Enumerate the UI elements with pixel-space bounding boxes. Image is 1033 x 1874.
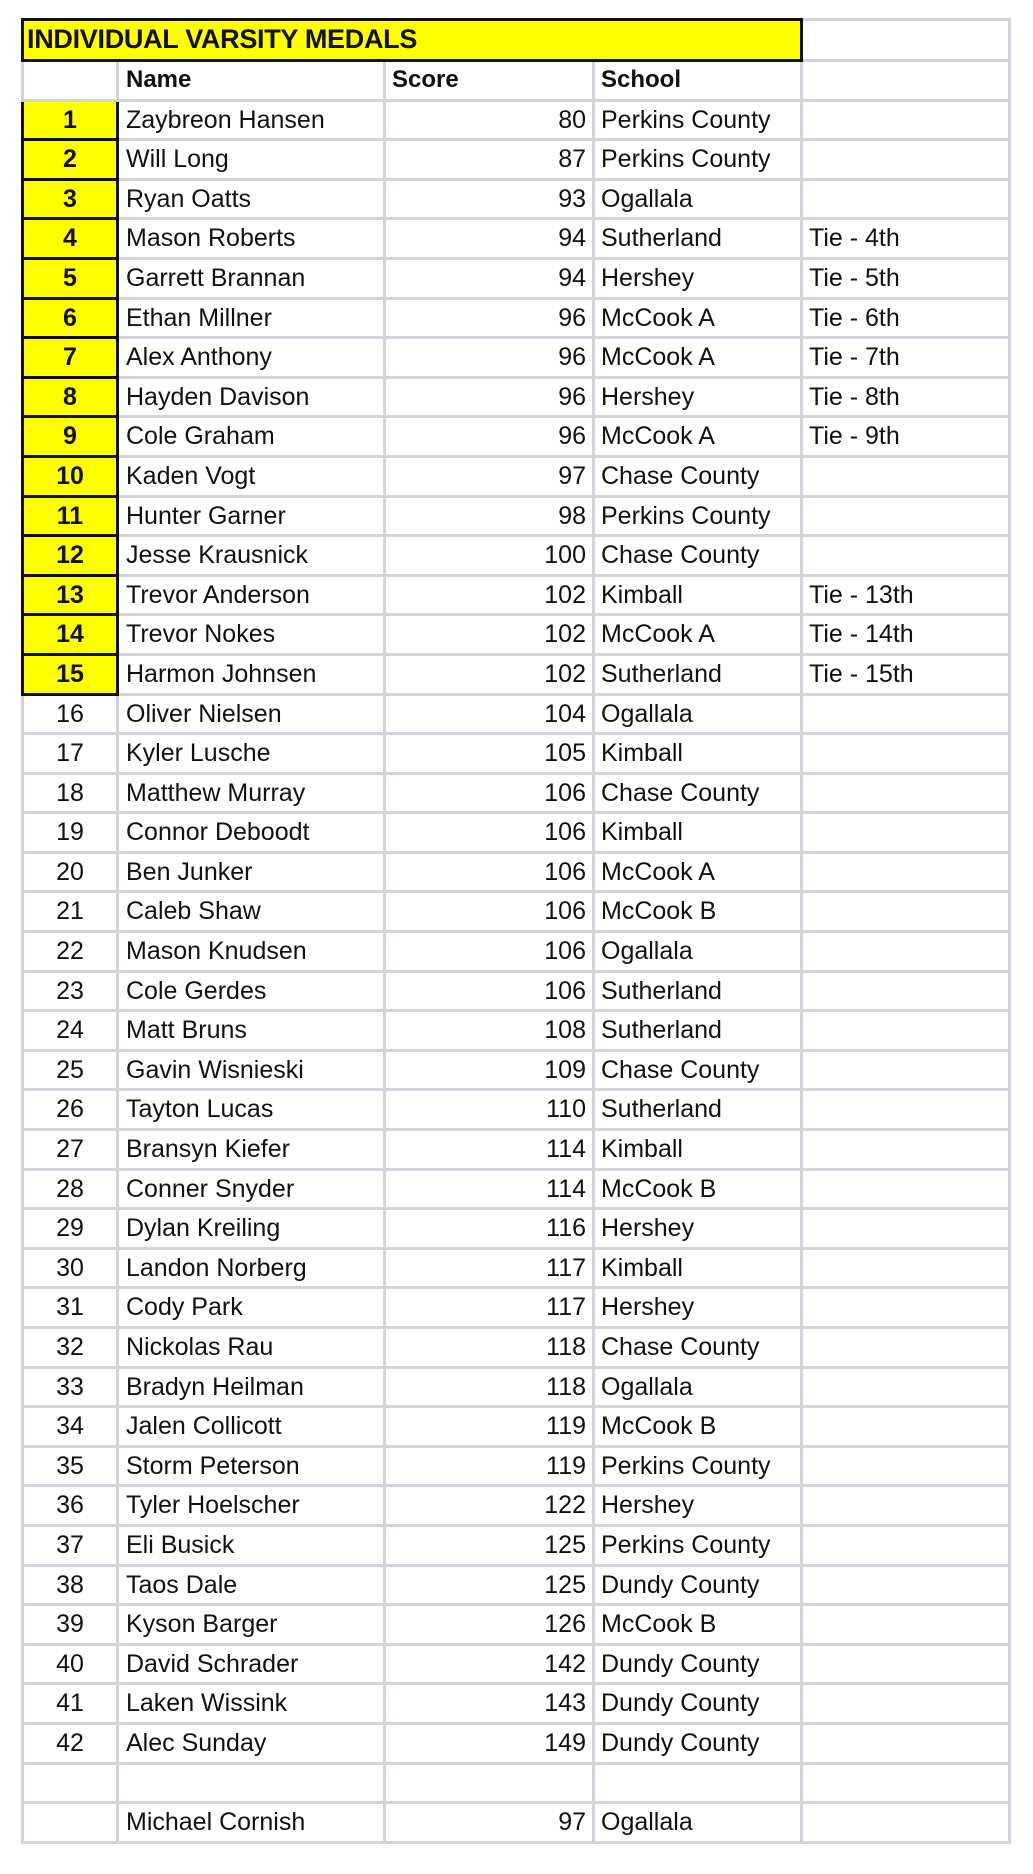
rank-cell[interactable]: 35 xyxy=(21,1448,119,1488)
note-cell[interactable] xyxy=(803,775,1011,815)
school-cell[interactable]: Chase County xyxy=(595,537,803,577)
school-cell[interactable]: Ogallala xyxy=(595,933,803,973)
table-row xyxy=(21,1210,1011,1250)
table-row xyxy=(21,616,1011,656)
school-cell[interactable]: Dundy County xyxy=(595,1725,803,1765)
name-cell[interactable]: Bransyn Kiefer xyxy=(119,1131,386,1171)
rank-cell[interactable]: 27 xyxy=(21,1131,119,1171)
table-row xyxy=(21,1408,1011,1448)
note-cell[interactable] xyxy=(803,854,1011,894)
school-cell[interactable]: Hershey xyxy=(595,1289,803,1329)
name-cell[interactable]: Trevor Nokes xyxy=(119,616,386,656)
rank-cell[interactable]: 15 xyxy=(21,656,119,696)
note-cell[interactable] xyxy=(803,1329,1011,1369)
school-cell[interactable]: Kimball xyxy=(595,1131,803,1171)
note-cell[interactable] xyxy=(803,1012,1011,1052)
table-row xyxy=(21,1052,1011,1092)
name-cell[interactable]: Matt Bruns xyxy=(119,1012,386,1052)
table-row xyxy=(21,1448,1011,1488)
rank-cell[interactable]: 16 xyxy=(21,696,119,736)
table-row xyxy=(21,537,1011,577)
school-cell[interactable]: Perkins County xyxy=(595,1448,803,1488)
school-cell[interactable]: Dundy County xyxy=(595,1646,803,1686)
school-cell[interactable]: McCook A xyxy=(595,339,803,379)
score-cell[interactable]: 106 xyxy=(386,973,595,1013)
name-cell[interactable]: Matthew Murray xyxy=(119,775,386,815)
rank-cell[interactable]: 38 xyxy=(21,1567,119,1607)
table-row xyxy=(21,220,1011,260)
note-cell[interactable] xyxy=(803,1487,1011,1527)
name-cell[interactable]: Trevor Anderson xyxy=(119,577,386,617)
rank-cell[interactable]: 13 xyxy=(21,577,119,617)
name-cell[interactable]: Bradyn Heilman xyxy=(119,1369,386,1409)
header-note[interactable] xyxy=(803,62,1011,102)
score-cell[interactable]: 118 xyxy=(386,1369,595,1409)
name-cell[interactable]: Laken Wissink xyxy=(119,1685,386,1725)
school-cell[interactable]: McCook B xyxy=(595,1606,803,1646)
score-cell[interactable]: 119 xyxy=(386,1408,595,1448)
table-row xyxy=(21,1685,1011,1725)
school-cell[interactable]: McCook B xyxy=(595,893,803,933)
header-score[interactable]: Score xyxy=(386,62,595,102)
rank-cell[interactable]: 41 xyxy=(21,1685,119,1725)
school-cell[interactable]: Kimball xyxy=(595,735,803,775)
school-cell[interactable]: McCook A xyxy=(595,616,803,656)
table-row xyxy=(21,379,1011,419)
note-cell[interactable] xyxy=(803,696,1011,736)
empty-cell[interactable] xyxy=(803,18,1011,62)
table-row xyxy=(21,814,1011,854)
name-cell[interactable]: Michael Cornish xyxy=(119,1804,386,1844)
table-row xyxy=(21,1606,1011,1646)
name-cell[interactable]: Cody Park xyxy=(119,1289,386,1329)
name-cell[interactable]: Kaden Vogt xyxy=(119,458,386,498)
school-cell[interactable] xyxy=(595,1765,803,1805)
score-cell[interactable]: 87 xyxy=(386,141,595,181)
score-cell[interactable]: 106 xyxy=(386,893,595,933)
rank-cell[interactable]: 4 xyxy=(21,220,119,260)
name-cell[interactable]: Jesse Krausnick xyxy=(119,537,386,577)
rank-cell[interactable]: 34 xyxy=(21,1408,119,1448)
score-cell[interactable]: 97 xyxy=(386,458,595,498)
note-cell[interactable] xyxy=(803,973,1011,1013)
rank-cell[interactable]: 30 xyxy=(21,1250,119,1290)
table-row xyxy=(21,696,1011,736)
school-cell[interactable]: McCook B xyxy=(595,1408,803,1448)
school-cell[interactable]: Ogallala xyxy=(595,1804,803,1844)
note-cell[interactable] xyxy=(803,458,1011,498)
rank-cell[interactable]: 36 xyxy=(21,1487,119,1527)
spreadsheet xyxy=(21,18,1011,1844)
note-cell[interactable] xyxy=(803,933,1011,973)
rank-cell[interactable]: 42 xyxy=(21,1725,119,1765)
score-cell[interactable]: 94 xyxy=(386,220,595,260)
score-cell[interactable]: 105 xyxy=(386,735,595,775)
note-cell[interactable] xyxy=(803,1567,1011,1607)
table-row xyxy=(21,1487,1011,1527)
rank-cell[interactable]: 17 xyxy=(21,735,119,775)
name-cell[interactable]: David Schrader xyxy=(119,1646,386,1686)
table-row xyxy=(21,973,1011,1013)
school-cell[interactable]: Sutherland xyxy=(595,656,803,696)
score-cell[interactable]: 149 xyxy=(386,1725,595,1765)
note-cell[interactable] xyxy=(803,1527,1011,1567)
score-cell[interactable]: 97 xyxy=(386,1804,595,1844)
note-cell[interactable] xyxy=(803,893,1011,933)
name-cell[interactable]: Landon Norberg xyxy=(119,1250,386,1290)
note-cell[interactable] xyxy=(803,1052,1011,1092)
note-cell[interactable]: Tie - 14th xyxy=(803,616,1011,656)
note-cell[interactable] xyxy=(803,1804,1011,1844)
rank-cell[interactable]: 8 xyxy=(21,379,119,419)
rank-cell[interactable]: 26 xyxy=(21,1091,119,1131)
note-cell[interactable] xyxy=(803,1289,1011,1329)
name-cell[interactable]: Ryan Oatts xyxy=(119,181,386,221)
school-cell[interactable]: Ogallala xyxy=(595,181,803,221)
school-cell[interactable]: Chase County xyxy=(595,775,803,815)
score-cell[interactable]: 114 xyxy=(386,1131,595,1171)
name-cell[interactable]: Hunter Garner xyxy=(119,498,386,538)
note-cell[interactable] xyxy=(803,102,1011,142)
note-cell[interactable]: Tie - 8th xyxy=(803,379,1011,419)
note-cell[interactable] xyxy=(803,1606,1011,1646)
rank-cell[interactable]: 32 xyxy=(21,1329,119,1369)
note-cell[interactable] xyxy=(803,1171,1011,1211)
rank-cell[interactable]: 6 xyxy=(21,300,119,340)
table-row xyxy=(21,577,1011,617)
note-cell[interactable]: Tie - 15th xyxy=(803,656,1011,696)
score-cell[interactable]: 125 xyxy=(386,1527,595,1567)
table-row xyxy=(21,933,1011,973)
table-row xyxy=(21,300,1011,340)
table-row xyxy=(21,260,1011,300)
header-name[interactable]: Name xyxy=(119,62,386,102)
score-cell[interactable]: 117 xyxy=(386,1250,595,1290)
name-cell[interactable]: Dylan Kreiling xyxy=(119,1210,386,1250)
table-row xyxy=(21,1646,1011,1686)
note-cell[interactable] xyxy=(803,1210,1011,1250)
score-cell[interactable]: 106 xyxy=(386,933,595,973)
school-cell[interactable]: Perkins County xyxy=(595,1527,803,1567)
name-cell[interactable]: Eli Busick xyxy=(119,1527,386,1567)
header-school[interactable]: School xyxy=(595,62,803,102)
table-row xyxy=(21,775,1011,815)
rank-cell[interactable]: 39 xyxy=(21,1606,119,1646)
name-cell[interactable] xyxy=(119,1765,386,1805)
table-row xyxy=(21,1091,1011,1131)
name-cell[interactable]: Garrett Brannan xyxy=(119,260,386,300)
school-cell[interactable]: Hershey xyxy=(595,1210,803,1250)
name-cell[interactable]: Connor Deboodt xyxy=(119,814,386,854)
score-cell[interactable]: 96 xyxy=(386,339,595,379)
school-cell[interactable]: Hershey xyxy=(595,379,803,419)
school-cell[interactable]: Hershey xyxy=(595,1487,803,1527)
table-row xyxy=(21,656,1011,696)
score-cell[interactable]: 96 xyxy=(386,379,595,419)
table-row xyxy=(21,893,1011,933)
school-cell[interactable]: McCook A xyxy=(595,418,803,458)
rank-cell[interactable] xyxy=(21,1765,119,1805)
table-row xyxy=(21,1329,1011,1369)
score-cell[interactable]: 104 xyxy=(386,696,595,736)
score-cell[interactable] xyxy=(386,1765,595,1805)
school-cell[interactable]: Chase County xyxy=(595,1329,803,1369)
note-cell[interactable] xyxy=(803,181,1011,221)
note-cell[interactable] xyxy=(803,1250,1011,1290)
name-cell[interactable]: Kyler Lusche xyxy=(119,735,386,775)
score-cell[interactable]: 110 xyxy=(386,1091,595,1131)
rank-cell[interactable]: 14 xyxy=(21,616,119,656)
rank-cell[interactable] xyxy=(21,1804,119,1844)
table-row xyxy=(21,1527,1011,1567)
name-cell[interactable]: Will Long xyxy=(119,141,386,181)
table-row xyxy=(21,1567,1011,1607)
rank-cell[interactable]: 21 xyxy=(21,893,119,933)
rank-cell[interactable]: 37 xyxy=(21,1527,119,1567)
school-cell[interactable]: Ogallala xyxy=(595,696,803,736)
name-cell[interactable]: Gavin Wisnieski xyxy=(119,1052,386,1092)
school-cell[interactable]: Dundy County xyxy=(595,1567,803,1607)
rank-cell[interactable]: 20 xyxy=(21,854,119,894)
table-row xyxy=(21,1012,1011,1052)
school-cell[interactable]: McCook B xyxy=(595,1171,803,1211)
rank-cell[interactable]: 1 xyxy=(21,102,119,142)
note-cell[interactable]: Tie - 6th xyxy=(803,300,1011,340)
score-cell[interactable]: 118 xyxy=(386,1329,595,1369)
score-cell[interactable]: 96 xyxy=(386,300,595,340)
table-row xyxy=(21,1131,1011,1171)
header-row xyxy=(21,62,1011,102)
name-cell[interactable]: Mason Roberts xyxy=(119,220,386,260)
rank-cell[interactable]: 2 xyxy=(21,141,119,181)
score-cell[interactable]: 106 xyxy=(386,814,595,854)
school-cell[interactable]: Kimball xyxy=(595,577,803,617)
table-row xyxy=(21,1804,1011,1844)
name-cell[interactable]: Zaybreon Hansen xyxy=(119,102,386,142)
rank-cell[interactable]: 18 xyxy=(21,775,119,815)
score-cell[interactable]: 106 xyxy=(386,854,595,894)
note-cell[interactable] xyxy=(803,1448,1011,1488)
note-cell[interactable] xyxy=(803,141,1011,181)
score-cell[interactable]: 102 xyxy=(386,616,595,656)
name-cell[interactable]: Ben Junker xyxy=(119,854,386,894)
score-cell[interactable]: 126 xyxy=(386,1606,595,1646)
school-cell[interactable]: Dundy County xyxy=(595,1685,803,1725)
score-cell[interactable]: 119 xyxy=(386,1448,595,1488)
school-cell[interactable]: Perkins County xyxy=(595,498,803,538)
score-cell[interactable]: 108 xyxy=(386,1012,595,1052)
table-row xyxy=(21,339,1011,379)
header-rank[interactable] xyxy=(21,62,119,102)
table-row xyxy=(21,854,1011,894)
school-cell[interactable]: McCook A xyxy=(595,300,803,340)
school-cell[interactable]: Hershey xyxy=(595,260,803,300)
table-body xyxy=(21,102,1011,1844)
rank-cell[interactable]: 22 xyxy=(21,933,119,973)
rank-cell[interactable]: 12 xyxy=(21,537,119,577)
note-cell[interactable] xyxy=(803,1091,1011,1131)
rank-cell[interactable]: 11 xyxy=(21,498,119,538)
score-cell[interactable]: 100 xyxy=(386,537,595,577)
name-cell[interactable]: Kyson Barger xyxy=(119,1606,386,1646)
note-cell[interactable]: Tie - 4th xyxy=(803,220,1011,260)
note-cell[interactable] xyxy=(803,1765,1011,1805)
rank-cell[interactable]: 40 xyxy=(21,1646,119,1686)
table-row xyxy=(21,735,1011,775)
school-cell[interactable]: Perkins County xyxy=(595,141,803,181)
score-cell[interactable]: 106 xyxy=(386,775,595,815)
score-cell[interactable]: 117 xyxy=(386,1289,595,1329)
name-cell[interactable]: Cole Graham xyxy=(119,418,386,458)
rank-cell[interactable]: 19 xyxy=(21,814,119,854)
score-cell[interactable]: 109 xyxy=(386,1052,595,1092)
note-cell[interactable] xyxy=(803,1646,1011,1686)
note-cell[interactable] xyxy=(803,1685,1011,1725)
name-cell[interactable]: Hayden Davison xyxy=(119,379,386,419)
note-cell[interactable] xyxy=(803,1369,1011,1409)
rank-cell[interactable]: 33 xyxy=(21,1369,119,1409)
school-cell[interactable]: Ogallala xyxy=(595,1369,803,1409)
school-cell[interactable]: Kimball xyxy=(595,814,803,854)
rank-cell[interactable]: 29 xyxy=(21,1210,119,1250)
note-cell[interactable] xyxy=(803,1725,1011,1765)
note-cell[interactable] xyxy=(803,537,1011,577)
table-row xyxy=(21,418,1011,458)
note-cell[interactable]: Tie - 7th xyxy=(803,339,1011,379)
school-cell[interactable]: Chase County xyxy=(595,1052,803,1092)
score-cell[interactable]: 94 xyxy=(386,260,595,300)
rank-cell[interactable]: 31 xyxy=(21,1289,119,1329)
table-row xyxy=(21,1725,1011,1765)
school-cell[interactable]: Sutherland xyxy=(595,973,803,1013)
note-cell[interactable] xyxy=(803,1131,1011,1171)
school-cell[interactable]: Sutherland xyxy=(595,1091,803,1131)
table-row xyxy=(21,181,1011,221)
school-cell[interactable]: Perkins County xyxy=(595,102,803,142)
name-cell[interactable]: Mason Knudsen xyxy=(119,933,386,973)
name-cell[interactable]: Jalen Collicott xyxy=(119,1408,386,1448)
name-cell[interactable]: Alex Anthony xyxy=(119,339,386,379)
table-row xyxy=(21,102,1011,142)
table-row xyxy=(21,1765,1011,1805)
table-row xyxy=(21,1369,1011,1409)
score-cell[interactable]: 93 xyxy=(386,181,595,221)
table-row xyxy=(21,1171,1011,1211)
score-cell[interactable]: 102 xyxy=(386,656,595,696)
title-row xyxy=(21,18,1011,62)
rank-cell[interactable]: 24 xyxy=(21,1012,119,1052)
name-cell[interactable]: Ethan Millner xyxy=(119,300,386,340)
rank-cell[interactable]: 7 xyxy=(21,339,119,379)
note-cell[interactable] xyxy=(803,814,1011,854)
name-cell[interactable]: Taos Dale xyxy=(119,1567,386,1607)
school-cell[interactable]: Sutherland xyxy=(595,1012,803,1052)
score-cell[interactable]: 114 xyxy=(386,1171,595,1211)
name-cell[interactable]: Tyler Hoelscher xyxy=(119,1487,386,1527)
name-cell[interactable]: Alec Sunday xyxy=(119,1725,386,1765)
score-cell[interactable]: 122 xyxy=(386,1487,595,1527)
rank-cell[interactable]: 5 xyxy=(21,260,119,300)
sheet-title[interactable]: INDIVIDUAL VARSITY MEDALS xyxy=(21,18,803,62)
score-cell[interactable]: 80 xyxy=(386,102,595,142)
score-cell[interactable]: 142 xyxy=(386,1646,595,1686)
score-cell[interactable]: 98 xyxy=(386,498,595,538)
table-row xyxy=(21,498,1011,538)
school-cell[interactable]: Chase County xyxy=(595,458,803,498)
score-cell[interactable]: 125 xyxy=(386,1567,595,1607)
name-cell[interactable]: Caleb Shaw xyxy=(119,893,386,933)
table-row xyxy=(21,141,1011,181)
table-row xyxy=(21,1289,1011,1329)
note-cell[interactable] xyxy=(803,735,1011,775)
note-cell[interactable]: Tie - 9th xyxy=(803,418,1011,458)
rank-cell[interactable]: 3 xyxy=(21,181,119,221)
name-cell[interactable]: Cole Gerdes xyxy=(119,973,386,1013)
name-cell[interactable]: Harmon Johnsen xyxy=(119,656,386,696)
rank-cell[interactable]: 9 xyxy=(21,418,119,458)
school-cell[interactable]: Kimball xyxy=(595,1250,803,1290)
note-cell[interactable]: Tie - 13th xyxy=(803,577,1011,617)
rank-cell[interactable]: 23 xyxy=(21,973,119,1013)
score-cell[interactable]: 96 xyxy=(386,418,595,458)
name-cell[interactable]: Conner Snyder xyxy=(119,1171,386,1211)
rank-cell[interactable]: 10 xyxy=(21,458,119,498)
score-cell[interactable]: 116 xyxy=(386,1210,595,1250)
school-cell[interactable]: Sutherland xyxy=(595,220,803,260)
rank-cell[interactable]: 25 xyxy=(21,1052,119,1092)
table-row xyxy=(21,1250,1011,1290)
note-cell[interactable] xyxy=(803,498,1011,538)
name-cell[interactable]: Oliver Nielsen xyxy=(119,696,386,736)
score-cell[interactable]: 102 xyxy=(386,577,595,617)
name-cell[interactable]: Storm Peterson xyxy=(119,1448,386,1488)
name-cell[interactable]: Tayton Lucas xyxy=(119,1091,386,1131)
note-cell[interactable]: Tie - 5th xyxy=(803,260,1011,300)
rank-cell[interactable]: 28 xyxy=(21,1171,119,1211)
name-cell[interactable]: Nickolas Rau xyxy=(119,1329,386,1369)
score-cell[interactable]: 143 xyxy=(386,1685,595,1725)
table-row xyxy=(21,458,1011,498)
school-cell[interactable]: McCook A xyxy=(595,854,803,894)
note-cell[interactable] xyxy=(803,1408,1011,1448)
